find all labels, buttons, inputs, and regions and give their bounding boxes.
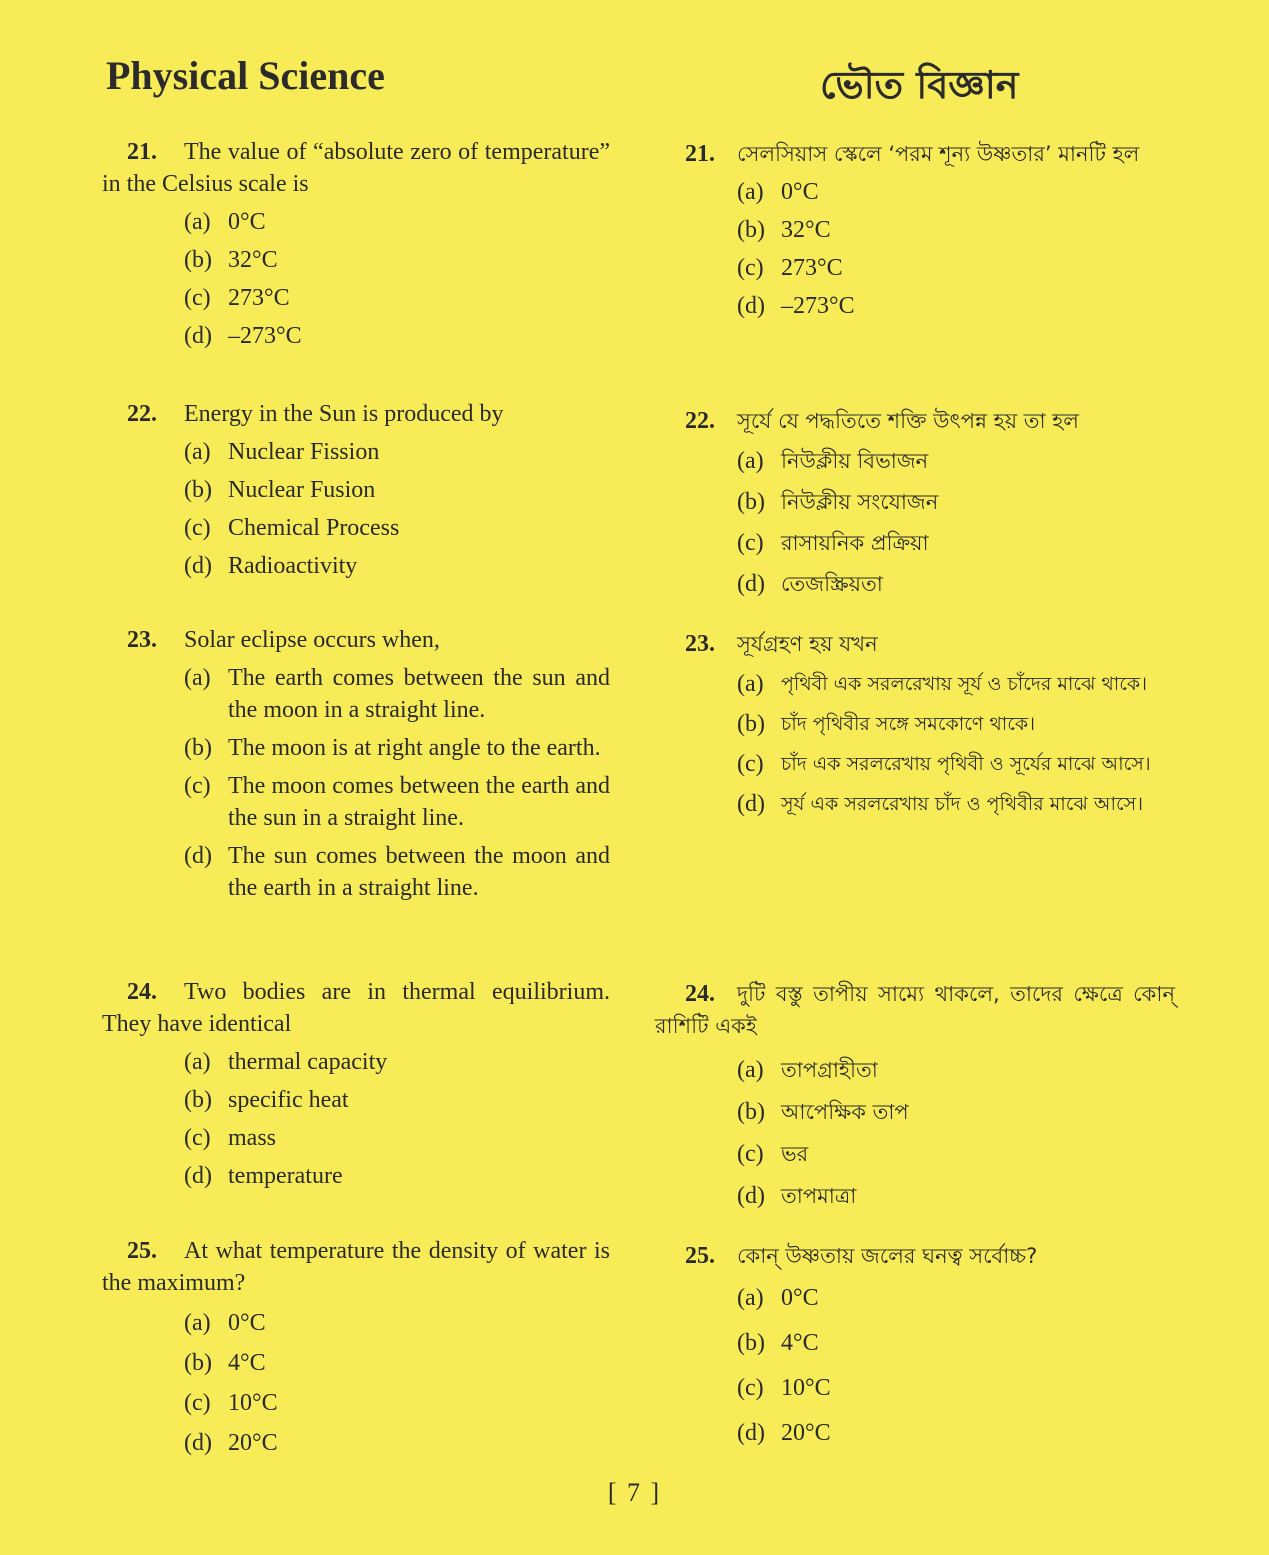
option-a: (a) 0°C [737, 179, 819, 205]
question-text: Two bodies are in thermal equilibrium. They have identical [102, 979, 610, 1037]
question-text: দুটি বস্তু তাপীয় সাম্যে থাকলে, তাদের ক্ষেত্রে কোন্ রাশিটি একই [655, 982, 1175, 1038]
option-c: (c) 273°C [737, 255, 843, 281]
options-list [102, 436, 610, 582]
question-number: 23. [685, 631, 715, 657]
question-21-bn [655, 138, 1175, 322]
option-d: (d) –273°C [184, 323, 302, 349]
option-d: (d) তাপমাত্রা [737, 1183, 857, 1209]
option-b: (b) 32°C [737, 217, 831, 243]
option-d: (d) তেজস্ক্রিয়তা [737, 571, 883, 597]
question-text: At what temperature the density of water is the maximum? [102, 1238, 610, 1296]
question-text: Energy in the Sun is produced by [184, 401, 504, 427]
option-a: (a) Nuclear Fission [184, 439, 380, 465]
question-22-bn [655, 405, 1175, 600]
question-text: Solar eclipse occurs when, [184, 627, 440, 653]
option-c: (c) চাঁদ এক সরলরেখায় পৃথিবী ও সূর্যের মাঝে আসে। [737, 751, 1151, 777]
option-c: (c) ভর [737, 1141, 809, 1167]
question-number: 23. [127, 627, 157, 653]
option-b: (b) The moon is at right angle to the earth. [184, 735, 601, 761]
option-b: (b) আপেক্ষিক তাপ [737, 1099, 909, 1125]
option-b: (b) specific heat [184, 1087, 349, 1113]
option-d: (d) Radioactivity [184, 553, 358, 579]
option-a: (a) পৃথিবী এক সরলরেখায় সূর্য ও চাঁদের মাঝে থাকে। [737, 671, 1148, 697]
question-number: 24. [685, 981, 715, 1007]
question-text: The value of “absolute zero of temperature” in the Celsius scale is [102, 139, 610, 197]
options-list [102, 662, 610, 904]
option-b: (b) চাঁদ পৃথিবীর সঙ্গে সমকোণে থাকে। [737, 711, 1035, 737]
option-d: (d) –273°C [737, 293, 855, 319]
options-list [655, 176, 1175, 322]
option-b: (b) Nuclear Fusion [184, 477, 376, 503]
question-23-bn [655, 628, 1175, 820]
option-d: (d) 20°C [184, 1430, 278, 1456]
question-text: সূর্যগ্রহণ হয় যখন [737, 632, 878, 656]
title-english: Physical Science [106, 53, 385, 98]
title-bengali: ভৌত বিজ্ঞান [820, 63, 1019, 107]
option-c: (c) The moon comes between the earth and the sun in a straight line. [184, 773, 610, 831]
question-25-en [102, 1235, 610, 1459]
options-list [655, 445, 1175, 600]
question-21-en [102, 136, 610, 352]
question-24-en [102, 976, 610, 1192]
question-22-en [102, 398, 610, 582]
option-d: (d) সূর্য এক সরলরেখায় চাঁদ ও পৃথিবীর মাঝে আসে। [737, 791, 1143, 817]
option-a: (a) তাপগ্রাহীতা [737, 1057, 878, 1083]
option-a: (a) 0°C [184, 209, 266, 235]
question-number: 25. [685, 1243, 715, 1269]
option-b: (b) 4°C [184, 1350, 266, 1376]
option-c: (c) 273°C [184, 285, 290, 311]
option-c: (c) mass [184, 1125, 276, 1151]
option-c: (c) রাসায়নিক প্রক্রিয়া [737, 530, 929, 556]
option-d: (d) temperature [184, 1163, 343, 1189]
option-a: (a) The earth comes between the sun and the moon in a straight line. [184, 665, 610, 723]
option-b: (b) 32°C [184, 247, 278, 273]
question-number: 25. [127, 1238, 157, 1264]
option-b: (b) নিউক্লীয় সংযোজন [737, 489, 939, 515]
option-c: (c) 10°C [184, 1390, 278, 1416]
question-25-bn [655, 1240, 1175, 1449]
options-list [655, 668, 1175, 820]
options-list [655, 1282, 1175, 1449]
question-number: 21. [685, 141, 715, 167]
options-list [102, 206, 610, 352]
option-a: (a) 0°C [184, 1310, 266, 1336]
option-d: (d) 20°C [737, 1420, 831, 1446]
question-text: সেলসিয়াস স্কেলে ‘পরম শূন্য উষ্ণতার’ মানটি হল [737, 142, 1140, 166]
page-number: [ 7 ] [607, 1478, 662, 1507]
question-24-bn [655, 978, 1175, 1212]
question-text: সূর্যে যে পদ্ধতিতে শক্তি উৎপন্ন হয় তা হল [737, 409, 1079, 433]
option-a: (a) thermal capacity [184, 1049, 388, 1075]
option-a: (a) নিউক্লীয় বিভাজন [737, 448, 929, 474]
options-list [655, 1054, 1175, 1212]
question-number: 22. [127, 401, 157, 427]
option-a: (a) 0°C [737, 1285, 819, 1311]
option-d: (d) The sun comes between the moon and the earth in a straight line. [184, 843, 610, 901]
question-23-en [102, 624, 610, 904]
option-b: (b) 4°C [737, 1330, 819, 1356]
question-number: 22. [685, 408, 715, 434]
option-c: (c) 10°C [737, 1375, 831, 1401]
option-c: (c) Chemical Process [184, 515, 400, 541]
question-number: 21. [127, 139, 157, 165]
options-list [102, 1046, 610, 1192]
question-number: 24. [127, 979, 157, 1005]
question-text: কোন্ উষ্ণতায় জলের ঘনত্ব সর্বোচ্চ? [737, 1244, 1038, 1268]
options-list [102, 1307, 610, 1459]
